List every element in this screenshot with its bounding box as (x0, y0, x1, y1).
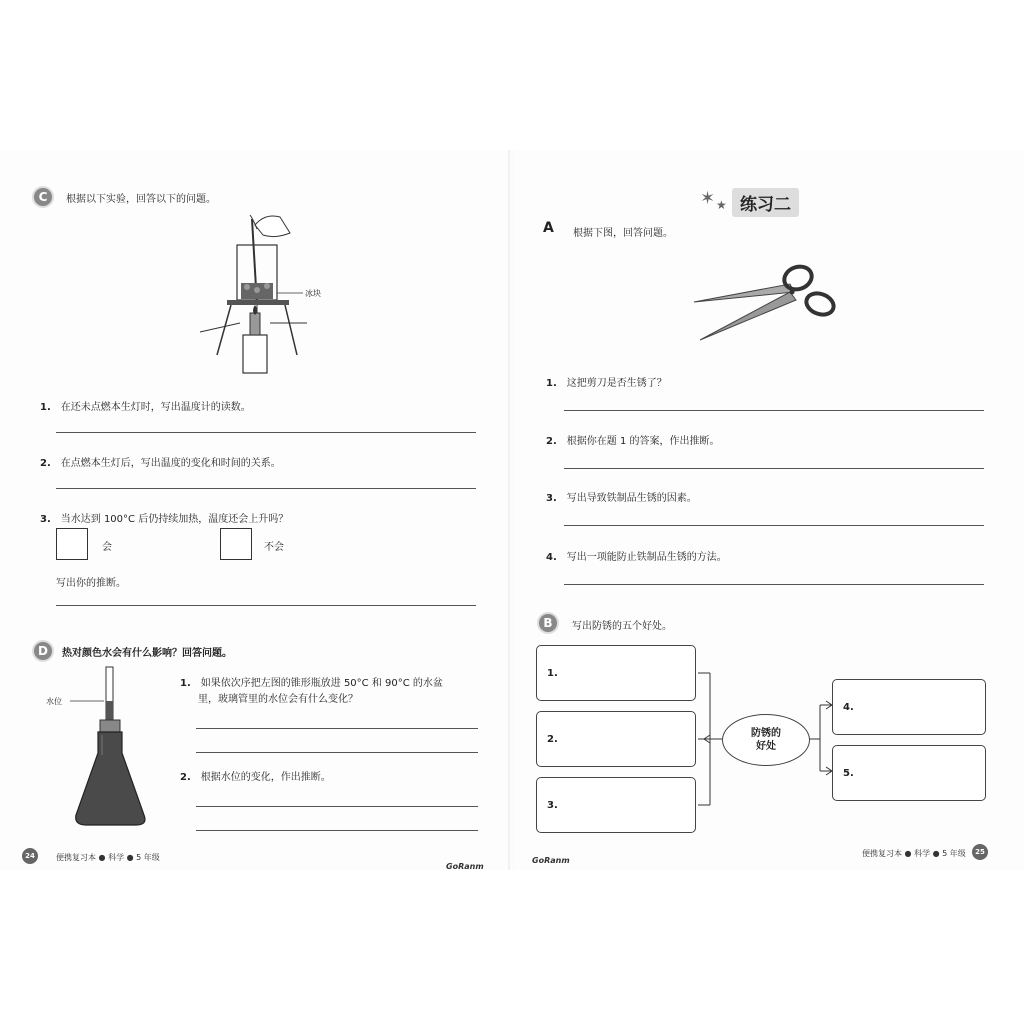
benefit-box-5[interactable]: 5. (832, 745, 986, 801)
conical-flask-illustration (40, 665, 170, 835)
section-a-question-4 (546, 548, 727, 563)
answer-line[interactable] (56, 432, 476, 433)
section-a-question-1 (546, 374, 667, 389)
question-number: 1. (546, 378, 557, 389)
question-number: 3. (546, 493, 557, 504)
answer-line[interactable] (56, 605, 476, 606)
answer-line[interactable] (196, 728, 478, 729)
yes-label: 会 (102, 542, 112, 553)
water-level-label: 水位 (46, 697, 62, 706)
section-c-badge: C (34, 188, 52, 206)
question-text: 写出一项能防止铁制品生锈的方法。 (566, 552, 727, 563)
question-text: 写出导致铁制品生锈的因素。 (566, 493, 697, 504)
question-number: 1. (180, 678, 191, 689)
section-a-question-3 (546, 489, 697, 504)
question-text: 当水达到 100°C 后仍持续加热，温度还会上升吗？ (60, 514, 289, 525)
benefit-box-1[interactable]: 1. (536, 645, 696, 701)
answer-line[interactable] (564, 525, 984, 526)
question-number: 1. (40, 402, 51, 413)
footer-brand: GoRanm (446, 862, 484, 871)
page-number-badge: 24 (22, 848, 38, 864)
section-c-question-1 (40, 398, 251, 413)
question-number: 3. (40, 514, 51, 525)
question-number: 2. (40, 458, 51, 469)
exercise-title: 练习二 (732, 188, 799, 217)
yes-checkbox[interactable] (56, 528, 88, 560)
question-number: 2. (180, 772, 191, 783)
question-text: 根据你在题 1 的答案，作出推断。 (566, 436, 720, 447)
question-number: 2. (546, 436, 557, 447)
section-b-instruction: 写出防锈的五个好处。 (572, 621, 672, 632)
answer-line[interactable] (196, 830, 478, 831)
question-text: 根据水位的变化，作出推断。 (200, 772, 331, 783)
center-concept-oval (722, 714, 810, 766)
ice-label: 冰块 (305, 289, 321, 298)
footer-brand: GoRanm (532, 856, 570, 865)
page-number-badge: 25 (972, 844, 988, 860)
benefit-box-2[interactable]: 2. (536, 711, 696, 767)
answer-line[interactable] (196, 752, 478, 753)
section-a-question-2 (546, 432, 720, 447)
no-label: 不会 (264, 542, 284, 553)
answer-line[interactable] (56, 488, 476, 489)
section-a-instruction: 根据下图，回答问题。 (573, 228, 673, 239)
section-c-instruction: 根据以下实验，回答以下的问题。 (66, 194, 216, 205)
section-c-question-3 (40, 510, 288, 525)
answer-line[interactable] (564, 584, 984, 585)
section-a-letter: A (543, 220, 554, 236)
question-text-continued: 里，玻璃管里的水位会有什么变化？ (198, 694, 358, 705)
question-text: 如果依次序把左图的锥形瓶放进 50°C 和 90°C 的水盆 (200, 678, 443, 689)
star-icon: ★ (716, 198, 727, 212)
question-text: 在还未点燃本生灯时，写出温度计的读数。 (60, 402, 251, 413)
scissors-illustration (690, 258, 840, 348)
section-b-badge: B (539, 614, 557, 632)
answer-line[interactable] (196, 806, 478, 807)
star-icon: ✶ (700, 188, 716, 209)
question-text: 在点燃本生灯后，写出温度的变化和时间的关系。 (60, 458, 281, 469)
question-text: 这把剪刀是否生锈了？ (566, 378, 667, 389)
section-c-question-2 (40, 454, 281, 469)
section-d-badge: D (34, 642, 52, 660)
question-number: 4. (546, 552, 557, 563)
heating-experiment-illustration (195, 205, 345, 385)
benefit-box-3[interactable]: 3. (536, 777, 696, 833)
answer-line[interactable] (564, 468, 984, 469)
answer-line[interactable] (564, 410, 984, 411)
benefit-box-4[interactable]: 4. (832, 679, 986, 735)
center-concept-line2: 好处 (756, 741, 776, 752)
center-concept-line1: 防锈的 (751, 728, 781, 739)
footer-book-title: 便携复习本 ● 科学 ● 5 年级 (56, 853, 160, 862)
reason-prompt: 写出你的推断。 (56, 578, 126, 589)
section-d-question-1 (180, 676, 443, 708)
footer-book-title: 便携复习本 ● 科学 ● 5 年级 (862, 849, 966, 858)
no-checkbox[interactable] (220, 528, 252, 560)
section-d-instruction: 热对颜色水会有什么影响？回答问题。 (62, 648, 232, 659)
section-d-question-2 (180, 768, 331, 783)
